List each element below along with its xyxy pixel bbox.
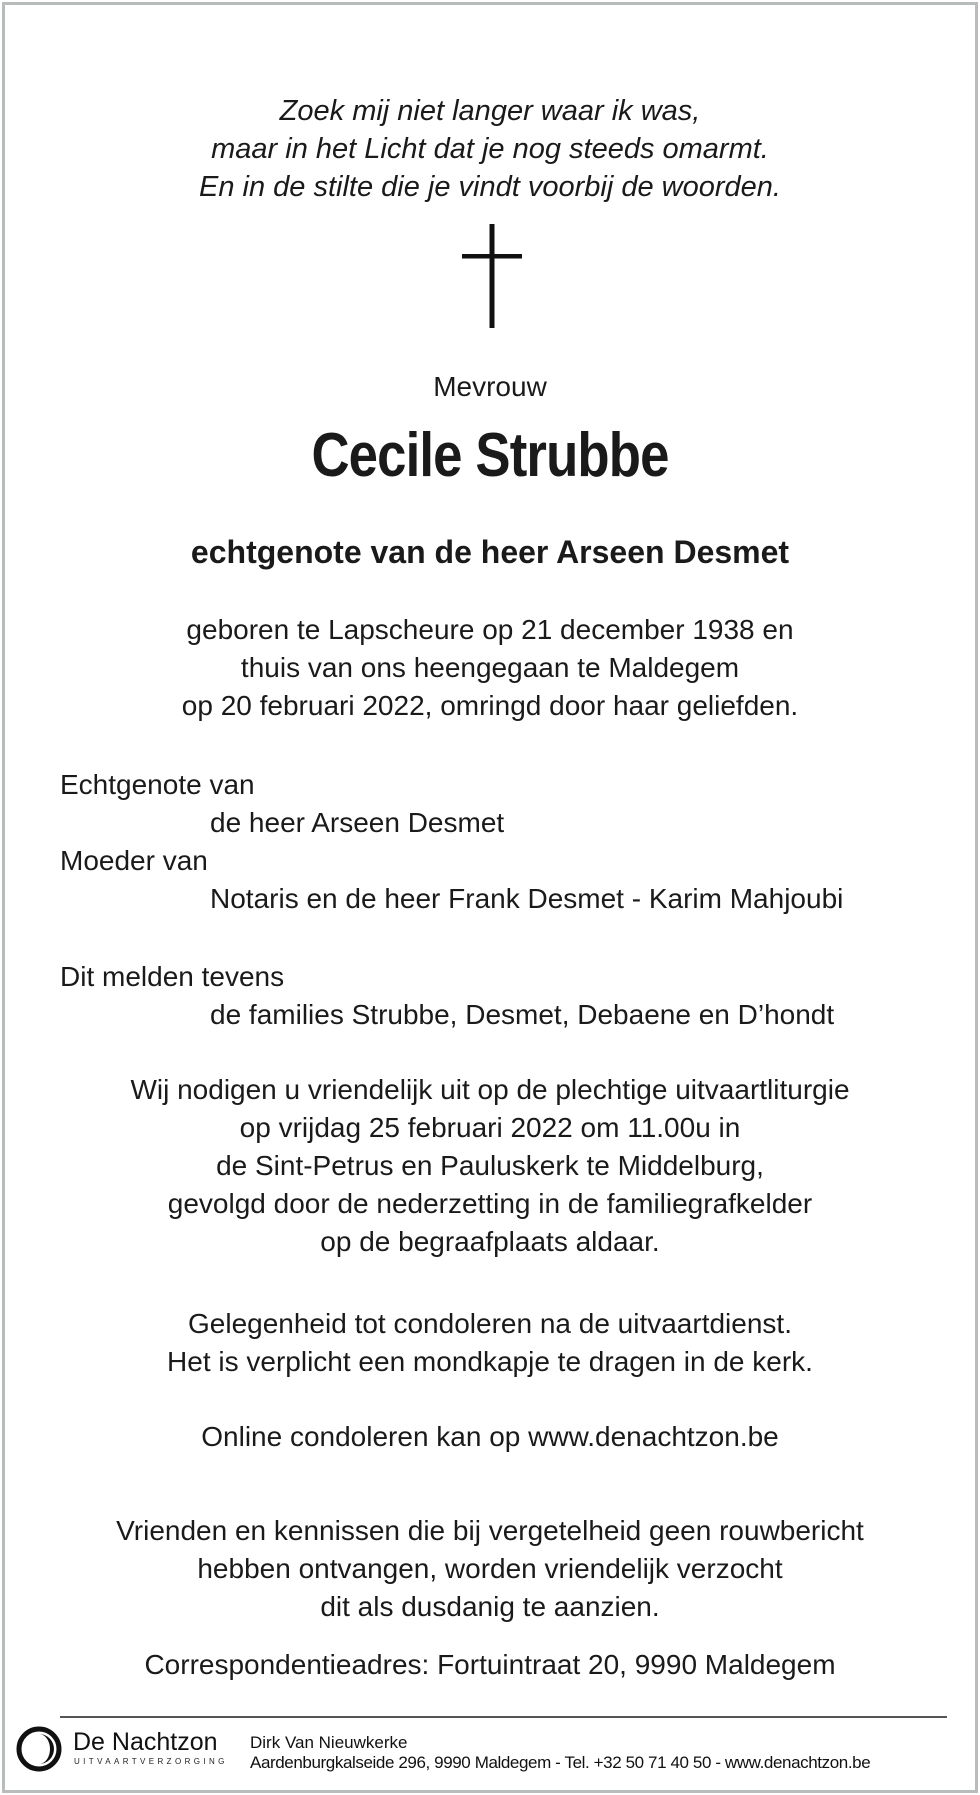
poem-line: maar in het Licht dat je nog steeds omarmt. (211, 133, 769, 165)
footer-contact: Aardenburgkalseide 296, 9990 Maldegem - Tel. +32 50 71 40 50 - www.denachtzon.be (250, 1753, 871, 1772)
also-value: de families Strubbe, Desmet, Debaene en D’hondt (210, 999, 835, 1030)
friends-line: dit als dusdanig te aanzien. (320, 1591, 660, 1622)
spouse-line: echtgenote van de heer Arseen Desmet (190, 534, 790, 570)
friends-notice (0, 1512, 980, 1626)
birth-death-line: geboren te Lapscheure op 21 december 1938 en (186, 614, 794, 645)
online-condolence: Online condoleren kan op www.denachtzon.be (201, 1421, 779, 1452)
condolence-line: Gelegenheid tot condoleren na de uitvaartdienst. (188, 1308, 792, 1339)
condolence-text (0, 1305, 980, 1381)
condolence-line: Het is verplicht een mondkapje te dragen in de kerk. (167, 1346, 813, 1377)
mother-label: Moeder van (60, 845, 208, 876)
liturgy-line: gevolgd door de nederzetting in de familiegrafkelder (167, 1188, 813, 1219)
brand-subtitle: UITVAARTVERZORGING (74, 1757, 228, 1766)
also-label: Dit melden tevens (60, 961, 285, 992)
poem-line: En in de stilte die je vindt voorbij de woorden. (199, 171, 781, 203)
correspondence-address: Correspondentieadres: Fortuintraat 20, 9990 Maldegem (144, 1649, 836, 1680)
cross-icon (462, 224, 522, 328)
spouse-value: de heer Arseen Desmet (210, 807, 505, 838)
liturgy-line: op de begraafplaats aldaar. (320, 1226, 660, 1257)
poem (0, 92, 980, 206)
deceased-name: Cecile Strubbe (311, 421, 669, 490)
title-word: Mevrouw (433, 371, 547, 402)
poem-line: Zoek mij niet langer waar ik was, (279, 95, 701, 127)
footer-divider (60, 1716, 947, 1718)
birth-death-line: op 20 februari 2022, omringd door haar geliefden. (181, 690, 799, 721)
birth-death-text (0, 611, 980, 725)
friends-line: Vrienden en kennissen die bij vergetelheid geen rouwbericht (116, 1515, 864, 1546)
mother-value: Notaris en de heer Frank Desmet - Karim Mahjoubi (210, 883, 844, 914)
spouse-label: Echtgenote van (60, 769, 255, 800)
friends-line: hebben ontvangen, worden vriendelijk verzocht (197, 1553, 783, 1584)
liturgy-line: de Sint-Petrus en Pauluskerk te Middelburg, (216, 1150, 764, 1181)
liturgy-line: op vrijdag 25 februari 2022 om 11.00u in (239, 1112, 741, 1143)
birth-death-line: thuis van ons heengegaan te Maldegem (240, 652, 740, 683)
crescent-logo-icon (16, 1726, 62, 1772)
liturgy-line: Wij nodigen u vriendelijk uit op de plechtige uitvaartliturgie (130, 1074, 850, 1105)
liturgy-text (0, 1071, 980, 1261)
brand-name: De Nachtzon (73, 1728, 218, 1756)
footer-owner: Dirk Van Nieuwkerke (250, 1733, 408, 1752)
